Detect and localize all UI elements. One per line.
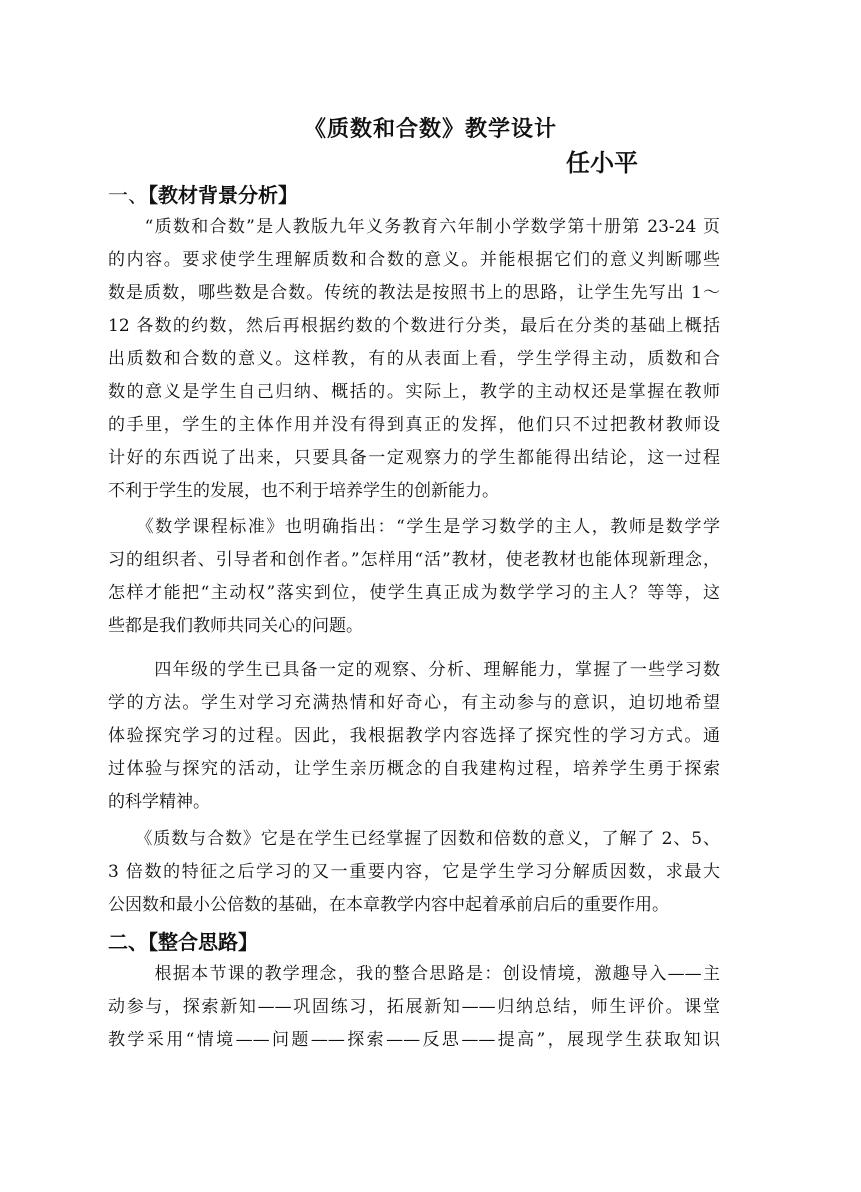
text-line: “质数和合数”是人教版九年义务教育六年制小学数学第十册第 23-24 页 — [108, 217, 720, 237]
section-title: 【教材背景分析】 — [148, 183, 298, 207]
paragraph — [108, 823, 720, 922]
text-line: 动参与，探索新知——巩固练习，拓展新知——归纳总结，师生评价。课堂 — [108, 997, 720, 1017]
text-line: 不利于学生的发展，也不利于培养学生的创新能力。 — [108, 481, 499, 501]
section-number: 二、 — [108, 930, 148, 954]
text-line: 的科学精神。 — [108, 792, 210, 812]
author-name: 任小平 — [566, 149, 638, 177]
text-line: 公因数和最小公倍数的基础，在本章教学内容中起着承前启后的重要作用。 — [108, 895, 669, 915]
text-line: 体验探究学习的过程。因此，我根据教学内容选择了探究性的学习方式。通 — [108, 726, 720, 746]
text-line: 计好的东西说了出来，只要具备一定观察力的学生都能得出结论，这一过程 — [108, 448, 720, 468]
paragraph — [108, 511, 720, 643]
paragraph — [108, 211, 720, 508]
text-line: 些都是我们教师共同关心的问题。 — [108, 616, 363, 636]
text-line: 根据本节课的教学理念，我的整合思路是：创设情境，激趣导入——主 — [108, 964, 720, 984]
text-line: 学的方法。学生对学习充满热情和好奇心，有主动参与的意识，迫切地希望 — [108, 693, 720, 713]
text-line: 过体验与探究的活动，让学生亲历概念的自我建构过程，培养学生勇于探索 — [108, 759, 720, 779]
paragraph — [108, 958, 720, 1057]
text-line: 《数学课程标准》也明确指出：“学生是学习数学的主人，教师是数学学 — [108, 517, 720, 537]
text-line: 12 各数的约数，然后再根据约数的个数进行分类，最后在分类的基础上概括 — [108, 316, 720, 336]
document-title: 《质数和合数》教学设计 — [303, 117, 557, 142]
text-line: 数是质数，哪些数是合数。传统的教法是按照书上的思路，让学生先写出 1～ — [108, 283, 720, 303]
text-line: 教学采用“情境——问题——探索——反思——提高”，展现学生获取知识 — [108, 1030, 720, 1050]
text-line: 习的组织者、引导者和创作者。”怎样用“活”教材，使老教材也能体现新理念， — [108, 550, 720, 570]
section-title: 【整合思路】 — [148, 930, 258, 954]
section-heading-2 — [108, 927, 258, 957]
text-line: 数的意义是学生自己归纳、概括的。实际上，教学的主动权还是掌握在教师 — [108, 382, 720, 402]
section-number: 一、 — [108, 183, 148, 207]
text-line: 的手里，学生的主体作用并没有得到真正的发挥，他们只不过把教材教师设 — [108, 415, 720, 435]
text-line: 《质数与合数》它是在学生已经掌握了因数和倍数的意义，了解了 2、5、 — [108, 829, 720, 849]
section-heading-1 — [108, 180, 298, 210]
paragraph — [108, 654, 720, 819]
text-line: 出质数和合数的意义。这样教，有的从表面上看，学生学得主动，质数和合 — [108, 349, 720, 369]
text-line: 怎样才能把“主动权”落实到位，使学生真正成为数学学习的主人？等等，这 — [108, 583, 720, 603]
text-line: 的内容。要求使学生理解质数和合数的意义。并能根据它们的意义判断哪些 — [108, 250, 720, 270]
text-line: 3 倍数的特征之后学习的又一重要内容，它是学生学习分解质因数，求最大 — [108, 862, 720, 882]
text-line: 四年级的学生已具备一定的观察、分析、理解能力，掌握了一些学习数 — [108, 660, 720, 680]
